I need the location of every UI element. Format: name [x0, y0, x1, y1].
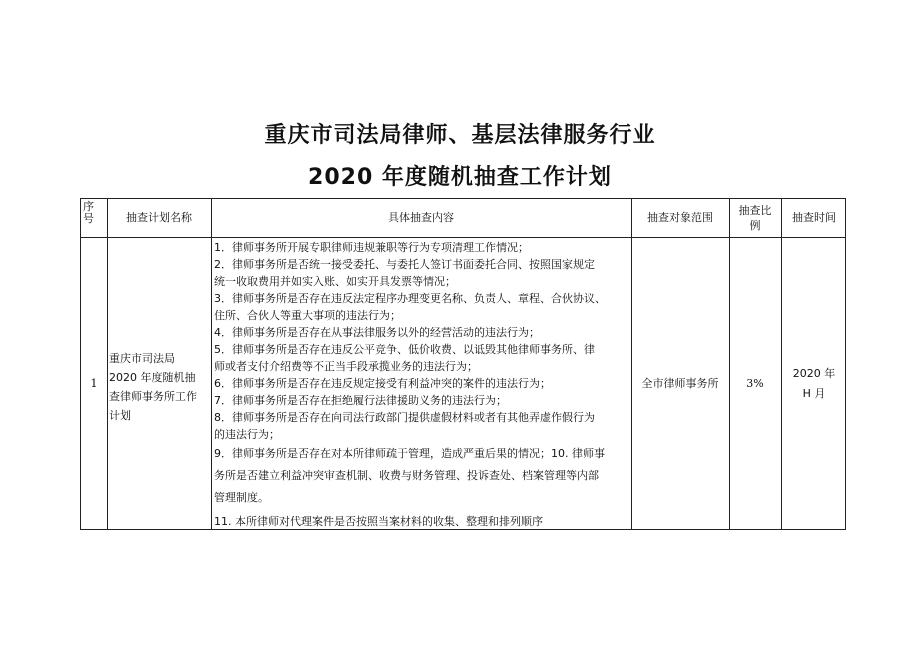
row-time — [781, 237, 846, 530]
header-seq: 序号 — [83, 200, 94, 225]
row-plan-name — [109, 349, 211, 425]
plan-name-line: 2020 年度随机抽 — [109, 371, 196, 384]
header-ratio: 抽查比例 — [738, 204, 772, 232]
document-title-line1: 重庆市司法局律师、基层法律服务行业 — [264, 123, 656, 148]
content-line: 住所、合伙人等重大事项的违法行为； — [214, 309, 401, 322]
content-line-clipped: 11. 本所律师对代理案件是否按照当案材料的收集、整理和排列顺序 — [214, 515, 543, 528]
content-line: 的违法行为； — [214, 428, 280, 441]
plan-name-line: 计划 — [109, 409, 131, 422]
content-line: 管理制度。 — [214, 491, 269, 504]
header-time: 抽查时间 — [792, 211, 836, 224]
content-line: 7．律师事务所是否存在拒绝履行法律援助义务的违法行为； — [214, 394, 507, 407]
content-line: 6．律师事务所是否存在违反规定接受有利益冲突的案件的违法行为； — [214, 377, 551, 390]
row-content — [214, 239, 630, 530]
content-line: 1．律师事务所开展专职律师违规兼职等行为专项清理工作情况； — [214, 241, 529, 254]
content-line: 9．律师事务所是否存在对本所律师疏于管理，造成严重后果的情况；10. 律师事 — [214, 447, 605, 460]
plan-name-line: 重庆市司法局 — [109, 352, 175, 365]
header-content: 具体抽查内容 — [388, 211, 454, 224]
time-line1: 2020 年 — [792, 367, 836, 380]
content-line: 5．律师事务所是否存在违反公平竞争、低价收费、以诋毁其他律师事务所、律 — [214, 343, 595, 356]
header-scope: 抽查对象范围 — [647, 211, 713, 224]
content-line: 统一收取费用并如实入账、如实开具发票等情况； — [214, 275, 456, 288]
inspection-plan-table — [80, 198, 846, 530]
row-seq: 1 — [90, 377, 98, 390]
content-line: 2．律师事务所是否统一接受委托、与委托人签订书面委托合同、按照国家规定 — [214, 258, 595, 271]
row-scope: 全市律师事务所 — [641, 377, 719, 390]
content-line: 4．律师事务所是否存在从事法律服务以外的经营活动的违法行为； — [214, 326, 540, 339]
plan-name-line: 查律师事务所工作 — [109, 390, 197, 403]
row-ratio: 3% — [746, 377, 764, 390]
header-plan-name: 抽查计划名称 — [126, 211, 192, 224]
time-line2: H 月 — [802, 387, 826, 400]
content-line: 务所是否建立利益冲突审查机制、收费与财务管理、投诉查处、档案管理等内部 — [214, 469, 599, 482]
content-line: 3．律师事务所是否存在违反法定程序办理变更名称、负责人、章程、合伙协议、 — [214, 292, 606, 305]
content-line: 师或者支付介绍费等不正当手段承揽业务的违法行为； — [214, 360, 478, 373]
content-line: 8．律师事务所是否存在向司法行政部门提供虚假材料或者有其他弄虚作假行为 — [214, 411, 595, 424]
document-title-line2: 2020 年度随机抽查工作计划 — [308, 165, 612, 190]
